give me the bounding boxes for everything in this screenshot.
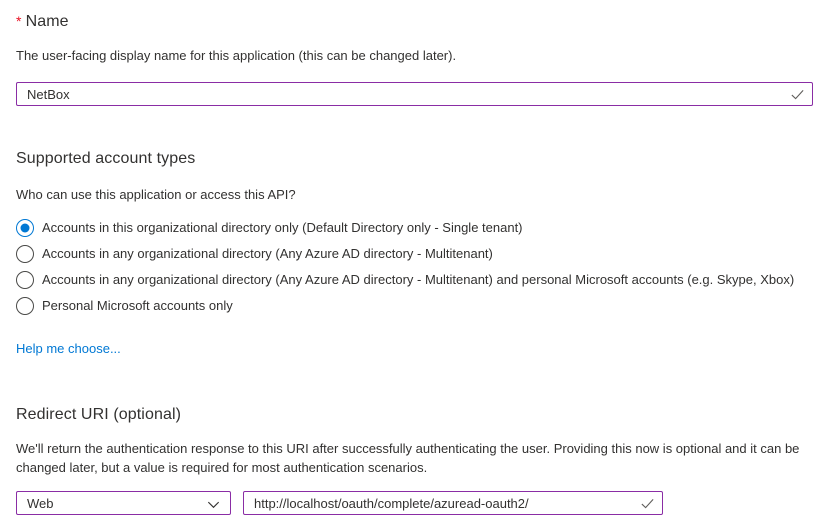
account-types-section xyxy=(16,148,813,358)
uri-field-wrap xyxy=(243,491,663,515)
redirect-uri-input[interactable] xyxy=(243,491,663,515)
required-asterisk: * xyxy=(16,13,22,29)
help-me-choose-link[interactable]: Help me choose... xyxy=(16,341,121,356)
name-input[interactable] xyxy=(16,82,813,106)
redirect-uri-section xyxy=(16,404,813,515)
radio-option-multitenant-personal[interactable] xyxy=(16,267,813,293)
redirect-uri-row xyxy=(16,491,813,515)
radio-option-label: Personal Microsoft accounts only xyxy=(42,298,233,313)
name-field-wrap xyxy=(16,82,813,106)
radio-option-single-tenant[interactable] xyxy=(16,215,813,241)
name-description: The user-facing display name for this application (this can be changed later). xyxy=(16,48,457,63)
radio-button-icon[interactable] xyxy=(16,219,34,237)
name-section-title xyxy=(16,10,813,33)
name-section xyxy=(16,10,813,106)
radio-option-multitenant[interactable] xyxy=(16,241,813,267)
radio-button-icon[interactable] xyxy=(16,297,34,315)
radio-option-label: Accounts in any organizational directory (Any Azure AD directory - Multitenant) and personal Microsoft accounts (e.g. Skype, Xbox) xyxy=(42,272,795,287)
radio-option-personal-only[interactable] xyxy=(16,293,813,319)
radio-button-icon[interactable] xyxy=(16,245,34,263)
radio-option-label: Accounts in any organizational directory (Any Azure AD directory - Multitenant) xyxy=(42,246,493,261)
name-title-text: Name xyxy=(25,13,69,30)
radio-option-label: Accounts in this organizational directory only (Default Directory only - Single tenant) xyxy=(42,220,523,235)
account-types-question: Who can use this application or access this API? xyxy=(16,187,296,202)
radio-button-icon[interactable] xyxy=(16,271,34,289)
account-types-title: Supported account types xyxy=(16,150,196,167)
account-types-radio-group xyxy=(16,215,813,319)
platform-select-value: Web xyxy=(27,495,54,511)
platform-select[interactable] xyxy=(16,491,231,515)
redirect-uri-title: Redirect URI (optional) xyxy=(16,406,182,423)
redirect-uri-description: We'll return the authentication response to this URI after successfully authenticating the user. Providing this now is optional and it can be changed later, but a value is required for most authentication scenarios. xyxy=(16,441,800,475)
chevron-down-icon xyxy=(206,497,221,512)
